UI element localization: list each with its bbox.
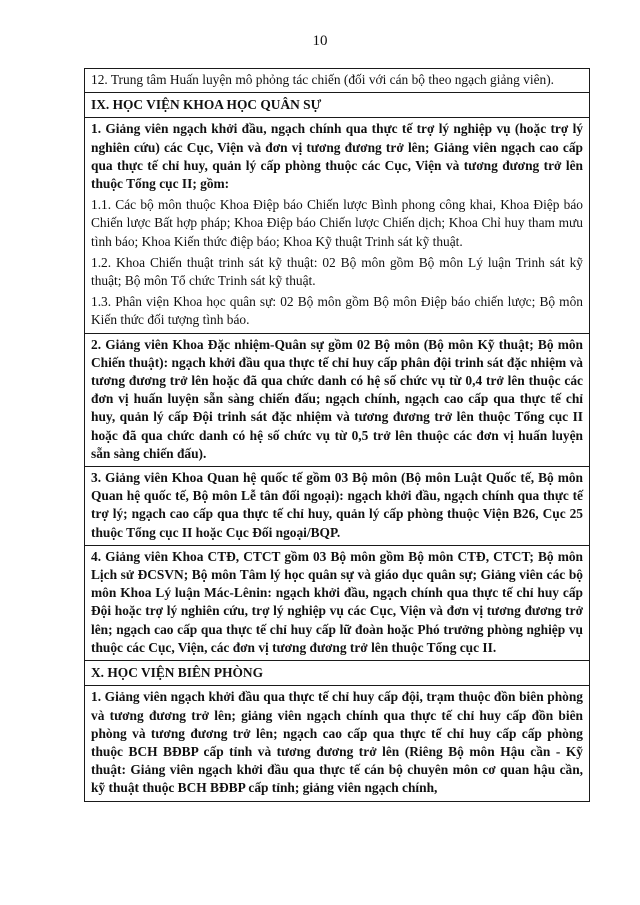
table-row: [85, 686, 589, 800]
group-intro: 1. Giảng viên ngạch khởi đầu, ngạch chính qua thực tế trợ lý nghiệp vụ (hoặc trợ lý nghiên cứu) các Cục, Viện và đơn vị tương đương trở lên; Giảng viên ngạch cao cấp qua thực tế chỉ huy, quản lý cấp phòng thuộc các Cục, Viện và tương đương trở lên thuộc Tổng cục II; gồm:: [91, 121, 583, 192]
table-row: [85, 334, 589, 467]
regulation-table: [84, 68, 590, 802]
table-row: [85, 118, 589, 333]
row-text: 12. Trung tâm Huấn luyện mô phỏng tác chiến (đối với cán bộ theo ngạch giảng viên).: [91, 72, 555, 87]
page-number: 10: [312, 33, 328, 49]
section-heading: X. HỌC VIỆN BIÊN PHÒNG: [91, 665, 263, 681]
table-row: [85, 467, 589, 546]
section-heading-row: [85, 93, 589, 118]
row-text: 3. Giảng viên Khoa Quan hệ quốc tế gồm 03 Bộ môn (Bộ môn Luật Quốc tế, Bộ môn Quan hệ quốc tế, Bộ môn Lễ tân đối ngoại): ngạch khởi đầu, ngạch chính qua thực tế trợ lý; ngạch cao cấp qua thực tế chỉ huy, quản lý cấp phòng thuộc Viện B26, Cục 25 thuộc Tổng cục II hoặc Cục Đối ngoại/BQP.: [91, 470, 583, 540]
section-heading-row: [85, 661, 589, 686]
sub-item: 1.3. Phân viện Khoa học quân sự: 02 Bộ môn gồm Bộ môn Điệp báo chiến lược; Bộ môn Kiến thức đối tượng tình báo.: [91, 294, 583, 328]
sub-item: 1.2. Khoa Chiến thuật trinh sát kỹ thuật: 02 Bộ môn gồm Bộ môn Lý luận Trinh sát kỹ thuật; Bộ môn Tổ chức Trinh sát kỹ thuật.: [91, 254, 583, 289]
table-row: [85, 69, 589, 93]
section-heading: IX. HỌC VIỆN KHOA HỌC QUÂN SỰ: [91, 97, 322, 113]
sub-item: 1.1. Các bộ môn thuộc Khoa Điệp báo Chiến lược Bình phong công khai, Khoa Điệp báo Chiến lược Bất hợp pháp; Khoa Điệp báo Chiến lược Chiến dịch; Khoa Chỉ huy tham mưu tình báo; Khoa Kiến thức điệp báo; Khoa Kỹ thuật Trinh sát kỹ thuật.: [91, 197, 583, 249]
row-text: 2. Giảng viên Khoa Đặc nhiệm-Quân sự gồm 02 Bộ môn (Bộ môn Kỹ thuật; Bộ môn Chiến thuật): ngạch khởi đầu qua thực tế chỉ huy cấp phân đội trinh sát đặc nhiệm và tương đương trở lên hoặc đã qua chức danh có hệ số chức vụ từ 0,4 trở lên thuộc các đơn vị huấn luyện sẵn sàng chiến đấu; ngạch chính, ngạch cao cấp qua thực tế chỉ huy, quản lý cấp Đội trinh sát đặc nhiệm và tương đương trở lên thuộc Tổng cục II hoặc đã qua chức danh có hệ số chức vụ từ 0,5 trở lên thuộc các đơn vị huấn luyện sẵn sàng chiến đấu).: [91, 336, 583, 461]
row-text: 1. Giảng viên ngạch khởi đầu qua thực tế chỉ huy cấp đội, trạm thuộc đồn biên phòng và tương đương trở lên; giảng viên ngạch chính qua thực tế chỉ huy cấp đồn biên phòng và tương đương trở lên; ngạch cao cấp qua thực tế chỉ huy cấp cấp phòng thuộc BCH BĐBP cấp tỉnh và tương đương trở lên (Riêng Bộ môn Hậu cần - Kỹ thuật: Giảng viên ngạch khởi đầu qua thực tế cán bộ chuyên môn cơ quan hậu cần, kỹ thuật thuộc BCH BĐBP cấp tỉnh; giảng viên ngạch chính,: [91, 689, 583, 796]
row-text: 4. Giảng viên Khoa CTĐ, CTCT gồm 03 Bộ môn gồm Bộ môn CTĐ, CTCT; Bộ môn Lịch sử ĐCSVN; Bộ môn Tâm lý học quân sự và giáo dục quân sự; Giảng viên các bộ môn Khoa Lý luận Mác-Lênin: ngạch khởi đầu, ngạch chính qua thực tế chỉ huy cấp Đội hoặc trợ lý nghiên cứu, trợ lý nghiệp vụ các Cục, Viện và đơn vị tương đương trở lên; ngạch cao cấp qua thực tế chỉ huy cấp lữ đoàn hoặc Phó trưởng phòng nghiệp vụ thuộc các Cục, Viện, các đơn vị tương đương trở lên thuộc Tổng cục II.: [91, 548, 583, 655]
table-row: [85, 546, 589, 661]
